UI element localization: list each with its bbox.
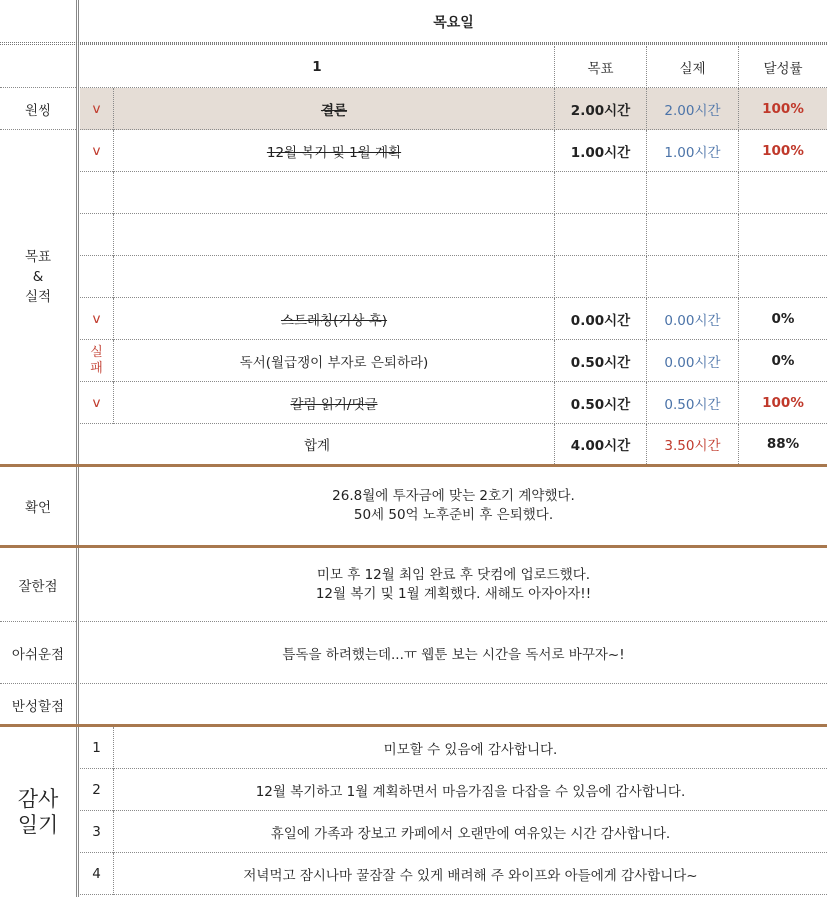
affirmation-label: 확언: [24, 500, 52, 516]
goal-rate: [739, 214, 827, 256]
gratitude-item: [80, 811, 827, 853]
gratitude-number: 3: [80, 811, 114, 853]
gratitude-item: [80, 769, 827, 811]
goal-task: [114, 256, 555, 298]
goal-check: v: [80, 382, 114, 424]
column-header-row: [80, 46, 827, 88]
reflection-text: [80, 684, 827, 726]
regret-label: 아쉬운점: [0, 622, 76, 684]
goal-target: 0.50시간: [555, 382, 647, 424]
goal-task: 칼럼 읽기/댓글: [114, 382, 555, 424]
gratitude-text: 휴일에 가족과 장보고 카페에서 오랜만에 여유있는 시간 감사합니다.: [270, 826, 671, 842]
gratitude-text: 미모할 수 있음에 감사합니다.: [383, 742, 558, 758]
goal-actual: 0.50시간: [647, 382, 739, 424]
goal-check: [80, 172, 114, 214]
left-header-spacer: [0, 46, 76, 88]
wonsseong-label: 원씽: [0, 88, 76, 130]
col-actual: 실제: [647, 46, 739, 88]
goal-task: 스트레칭(기상 후): [114, 298, 555, 340]
wonsseong-row: [80, 88, 827, 130]
goal-rate: [739, 256, 827, 298]
wonsseong-task: 결론: [114, 88, 555, 130]
goal-row: [80, 172, 827, 214]
total-actual: 3.50시간: [647, 424, 739, 464]
goal-actual: [647, 256, 739, 298]
goal-actual: 1.00시간: [647, 130, 739, 172]
gratitude-label: [0, 727, 76, 897]
total-label: 합계: [80, 424, 555, 464]
affirmation-box: [80, 467, 827, 545]
goal-target: [555, 214, 647, 256]
gratitude-label-text: 감사 일기: [17, 787, 59, 837]
goals-label-text: 목표 & 실적: [24, 249, 52, 305]
day-header: [80, 0, 827, 44]
column-separator: [76, 0, 79, 897]
good-points-line: 미모 후 12월 최임 완료 후 닷컴에 업로드했다.: [316, 566, 591, 583]
goal-row: [80, 214, 827, 256]
total-row: [80, 424, 827, 464]
goal-rate: 0%: [771, 311, 795, 327]
good-points-box: [80, 548, 827, 622]
affirmation-line: 50세 50억 노후준비 후 은퇴했다.: [353, 507, 554, 523]
goal-row: [80, 256, 827, 298]
col-number: 1: [80, 46, 555, 88]
header-rule: [0, 42, 827, 45]
goal-task: [114, 214, 555, 256]
goal-rate: [739, 172, 827, 214]
goal-check: [80, 214, 114, 256]
wonsseong-rate: 100%: [762, 101, 804, 117]
total-rate: 88%: [766, 436, 800, 452]
reflection-label: 반성할점: [11, 699, 65, 715]
gratitude-text: 저녁먹고 잠시나마 꿀잠잘 수 있게 배려해 주 와이프와 아들에게 감사합니다~: [243, 868, 698, 884]
total-goal: 4.00시간: [555, 424, 647, 464]
goal-row: [80, 340, 827, 382]
gratitude-number: 4: [80, 853, 114, 895]
goal-actual: 0.00시간: [647, 298, 739, 340]
gratitude-text: 12월 복기하고 1월 계획하면서 마음가짐을 다잡을 수 있음에 감사합니다.: [255, 784, 686, 800]
day-title: 목요일: [433, 14, 474, 31]
goal-task: 독서(월급쟁이 부자로 은퇴하라): [114, 340, 555, 382]
goal-target: [555, 172, 647, 214]
goal-actual: [647, 214, 739, 256]
goal-target: 1.00시간: [555, 130, 647, 172]
goal-actual: 0.00시간: [647, 340, 739, 382]
goal-rate: 100%: [762, 143, 804, 159]
wonsseong-goal: 2.00시간: [555, 88, 647, 130]
goal-row: [80, 130, 827, 172]
goal-target: 0.50시간: [555, 340, 647, 382]
wonsseong-check: v: [80, 88, 114, 130]
goal-rate: 0%: [771, 353, 795, 369]
regret-text: 틈독을 하려했는데...ㅠ 웹툰 보는 시간을 독서로 바꾸자~!: [80, 622, 827, 684]
col-rate: 달성률: [763, 61, 803, 77]
goal-row: [80, 382, 827, 424]
wonsseong-actual: 2.00시간: [647, 88, 739, 130]
gratitude-number: 1: [80, 727, 114, 769]
goal-task: 12월 복기 및 1월 계획: [114, 130, 555, 172]
gratitude-item: [80, 853, 827, 895]
goals-label: [0, 130, 76, 424]
goal-actual: [647, 172, 739, 214]
goal-check: v: [80, 298, 114, 340]
affirmation-line: 26.8월에 투자금에 맞는 2호기 계약했다.: [332, 488, 575, 504]
goal-target: 0.00시간: [555, 298, 647, 340]
gratitude-number: 2: [80, 769, 114, 811]
goal-row: [80, 298, 827, 340]
good-points-label: 잘한점: [0, 548, 76, 622]
col-goal: 목표: [555, 46, 647, 88]
goal-check: [80, 256, 114, 298]
goal-check: v: [80, 130, 114, 172]
good-points-line: 12월 복기 및 1월 계획했다. 새해도 아자아자!!: [315, 585, 592, 602]
goal-target: [555, 256, 647, 298]
goal-check: 실 패: [80, 340, 114, 382]
gratitude-item: [80, 727, 827, 769]
goal-task: [114, 172, 555, 214]
goal-rate: 100%: [762, 395, 804, 411]
